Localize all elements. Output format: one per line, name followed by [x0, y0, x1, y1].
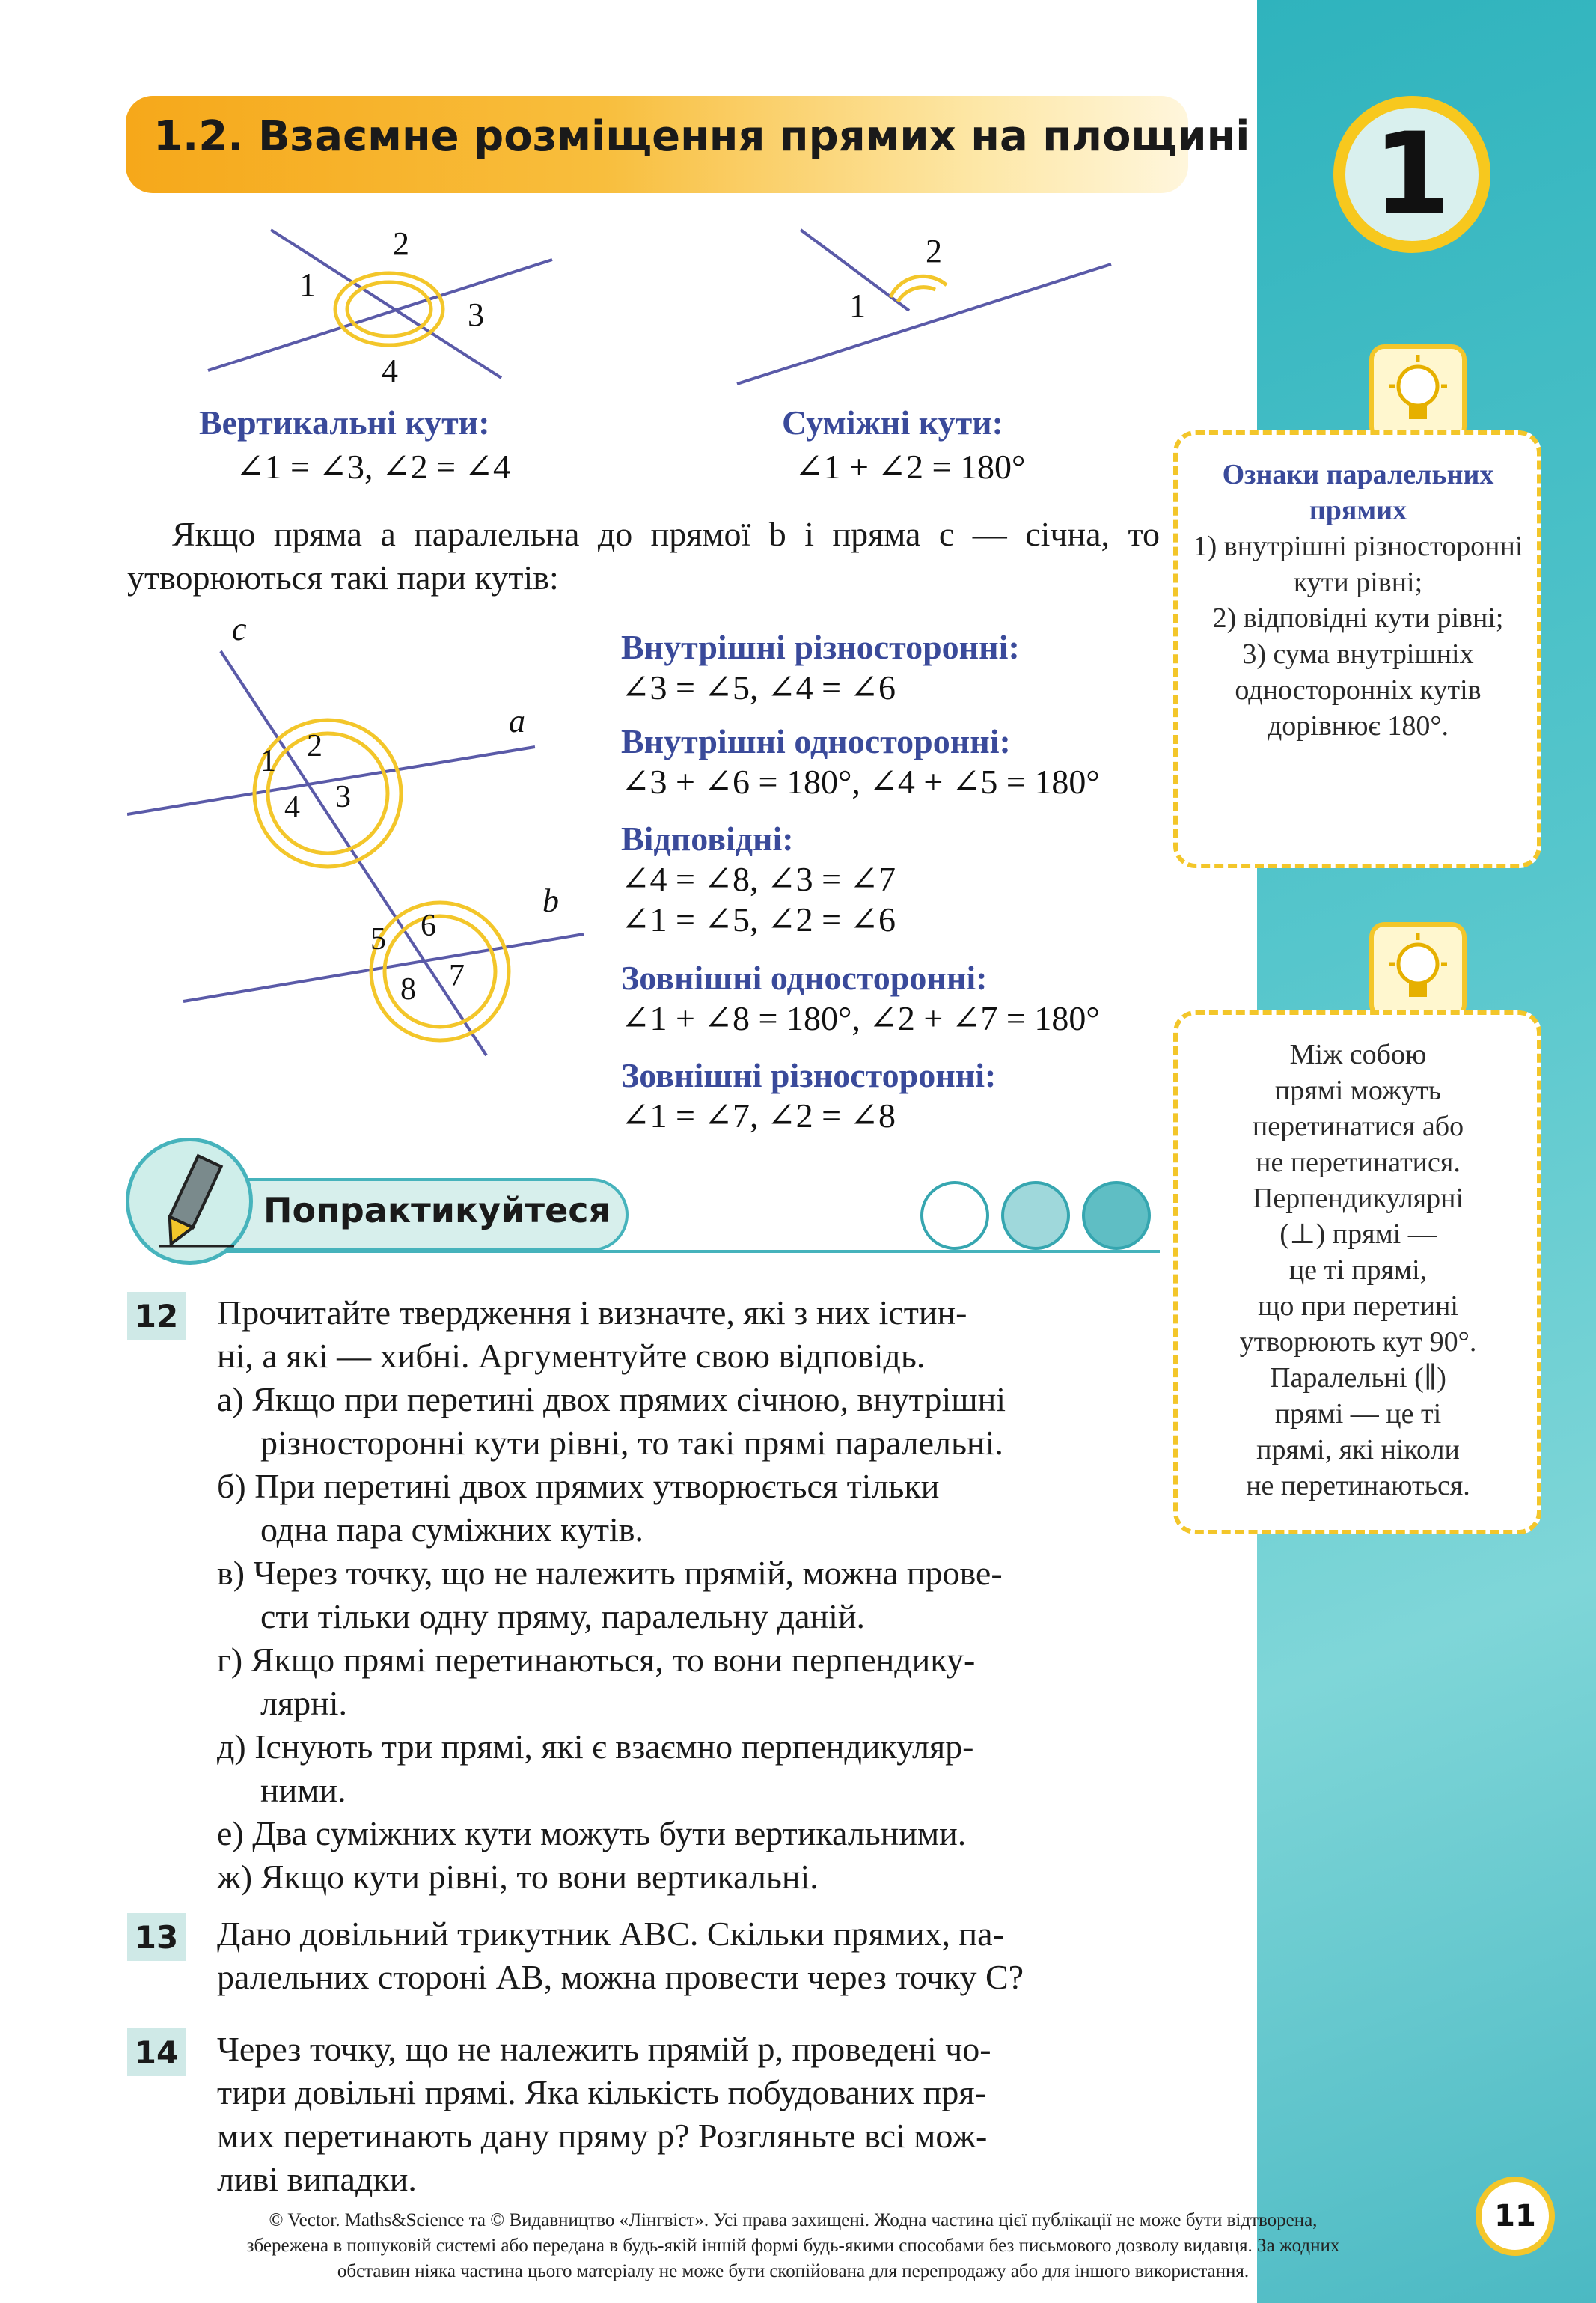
- tip-line: що при перетині: [1258, 1290, 1458, 1322]
- tip-line: це ті прямі,: [1288, 1254, 1428, 1286]
- footer-line: збережена в пошуковій системі або передана в будь-якій іншій формі будь-якими способами без письмового дозволу видавця. За жодних: [246, 2236, 1340, 2256]
- adjacent-angles-formula: ∠1 + ∠2 = 180°: [795, 448, 1026, 486]
- line-b-label: b: [542, 882, 559, 919]
- task-text: ралельних стороні AB, можна провести через точку C?: [217, 1958, 1024, 1996]
- angle-label-4: 4: [284, 790, 300, 825]
- tip-line: прямі, які ніколи: [1256, 1434, 1460, 1465]
- vertical-label-3: 3: [468, 296, 484, 333]
- task-13: [217, 1912, 1190, 1999]
- tip-line: Між собою: [1289, 1039, 1427, 1070]
- task-item: ними.: [260, 1771, 346, 1809]
- task-item: а) Якщо при перетині двох прямих січною, внутрішні: [217, 1380, 1006, 1418]
- angle-pair-formula: ∠1 + ∠8 = 180°, ∠2 + ∠7 = 180°: [621, 999, 1100, 1037]
- adjacent-label-1: 1: [849, 287, 866, 324]
- angle-label-1: 1: [260, 744, 276, 778]
- angle-pair-formula: ∠4 = ∠8, ∠3 = ∠7: [621, 860, 896, 898]
- task-item: в) Через точку, що не належить прямій, можна прове-: [217, 1554, 1003, 1592]
- page-number: 11: [1476, 2177, 1555, 2256]
- lightbulb-icon: [1369, 344, 1467, 442]
- tip-line: перетинатися або: [1252, 1111, 1464, 1142]
- task-text: тири довільні прямі. Яка кількість побудованих пря-: [217, 2073, 986, 2111]
- angle-pair-formula: ∠3 + ∠6 = 180°, ∠4 + ∠5 = 180°: [621, 763, 1100, 801]
- adjacent-angles-diagram: [730, 221, 1119, 393]
- difficulty-dot: [920, 1181, 989, 1250]
- vertical-angles-formula: ∠1 = ∠3, ∠2 = ∠4: [236, 448, 511, 486]
- tip-line: утворюють кут 90°.: [1239, 1326, 1477, 1358]
- section-title: 1.2. Взаємне розміщення прямих на площині: [153, 112, 1250, 161]
- tip-lines: [1186, 1037, 1530, 1504]
- angle-label-5: 5: [370, 922, 386, 957]
- line-c-label: c: [232, 621, 247, 647]
- task-number: 14: [127, 2028, 186, 2076]
- tip-line: прямі можуть: [1274, 1075, 1442, 1106]
- task-text: Через точку, що не належить прямій p, проведені чо-: [217, 2030, 991, 2068]
- angle-pair-title: Відповідні:: [621, 820, 794, 858]
- footer-line: обставин ніяка частина цього матеріалу не може бути скопійована для перепродажу або для іншого використання.: [337, 2261, 1250, 2281]
- lightbulb-icon: [1369, 922, 1467, 1019]
- difficulty-dot: [1001, 1181, 1070, 1250]
- angle-pair: [621, 819, 1175, 958]
- angle-pair-title: Внутрішні односторонні:: [621, 722, 1011, 760]
- angle-pair: [621, 958, 1175, 1055]
- angle-pair: [621, 627, 1175, 722]
- task-14: [217, 2028, 1190, 2201]
- task-item: лярні.: [260, 1684, 348, 1722]
- angle-pairs-list: [621, 627, 1175, 1150]
- task-item: е) Два суміжних кути можуть бути вертикальними.: [217, 1814, 967, 1852]
- tip-line: Перпендикулярні: [1252, 1183, 1464, 1214]
- vertical-label-1: 1: [299, 266, 316, 303]
- copyright-footer: [97, 2208, 1489, 2284]
- angle-pair: [621, 722, 1175, 819]
- vertical-label-4: 4: [382, 353, 398, 389]
- chapter-number: 1: [1372, 109, 1452, 240]
- tip-line: (⊥) прямі —: [1279, 1218, 1437, 1250]
- vertical-angles-diagram: [202, 221, 561, 393]
- angle-label-2: 2: [307, 729, 322, 763]
- vertical-angles-title: Вертикальні кути:: [199, 403, 490, 442]
- angle-pair-formula: ∠1 = ∠5, ∠2 = ∠6: [621, 900, 896, 939]
- task-number: 13: [127, 1913, 186, 1961]
- angle-label-6: 6: [421, 909, 436, 943]
- intro-paragraph: Якщо пряма a паралельна до прямої b і пряма c — січна, то утворюються такі пари кутів:: [127, 515, 1160, 597]
- task-text: ні, а які — хибні. Аргументуйте свою відповідь.: [217, 1337, 926, 1375]
- angle-pair-title: Внутрішні різносторонні:: [621, 628, 1020, 666]
- task-item: різносторонні кути рівні, то такі прямі паралельні.: [260, 1424, 1003, 1462]
- parallel-lines-diagram: [127, 621, 606, 1070]
- adjacent-label-2: 2: [926, 233, 942, 269]
- pencil-icon: [126, 1138, 253, 1265]
- task-item: одна пара суміжних кутів.: [260, 1510, 643, 1549]
- task-item: сти тільки одну пряму, паралельну даній.: [260, 1597, 866, 1635]
- tip-item: 2) відповідні кути рівні;: [1212, 603, 1504, 634]
- vertical-label-2: 2: [393, 225, 409, 262]
- angle-label-7: 7: [449, 959, 465, 993]
- angle-pair-title: Зовнішні різносторонні:: [621, 1056, 997, 1094]
- tip-title: Ознаки паралельних прямих: [1222, 459, 1494, 526]
- tip-parallel-signs: [1186, 457, 1530, 744]
- practice-title: Попрактикуйтеся: [263, 1190, 611, 1230]
- task-item: б) При перетині двох прямих утворюється тільки: [217, 1467, 940, 1505]
- task-item: ж) Якщо кути рівні, то вони вертикальні.: [217, 1858, 819, 1896]
- task-text: мих перетинають дану пряму p? Розгляньте всі мож-: [217, 2117, 988, 2155]
- task-text: ливі випадки.: [217, 2160, 417, 2198]
- task-number: 12: [127, 1292, 186, 1340]
- task-text: Дано довільний трикутник ABC. Скільки прямих, па-: [217, 1915, 1004, 1953]
- angle-pair-formula: ∠3 = ∠5, ∠4 = ∠6: [621, 668, 896, 707]
- difficulty-dot: [1082, 1181, 1151, 1250]
- tip-item: 1) внутрішні різносторонні кути рівні;: [1193, 531, 1523, 598]
- tip-item: 3) сума внутрішніх односторонніх кутів дорівнює 180°.: [1235, 638, 1482, 742]
- angle-pair-formula: ∠1 = ∠7, ∠2 = ∠8: [621, 1096, 896, 1135]
- line-a-label: a: [509, 703, 525, 739]
- angle-pair-title: Зовнішні односторонні:: [621, 959, 988, 997]
- angle-label-3: 3: [335, 780, 351, 814]
- angle-pair: [621, 1055, 1175, 1150]
- footer-line: © Vector. Maths&Science та © Видавництво «Лінгвіст». Усі права захищені. Жодна частина цієї публікації не може бути відтворена,: [269, 2210, 1318, 2230]
- tip-line: не перетинаються.: [1246, 1470, 1470, 1501]
- task-text: Прочитайте твердження і визначте, які з них істин-: [217, 1293, 967, 1332]
- tip-line: не перетинатися.: [1256, 1147, 1461, 1178]
- tip-line: прямі — це ті: [1274, 1398, 1442, 1430]
- tip-line: Паралельні (∥): [1270, 1362, 1446, 1394]
- task-12: [217, 1291, 1190, 1899]
- adjacent-angles-title: Суміжні кути:: [782, 403, 1003, 442]
- task-item: д) Існують три прямі, які є взаємно перпендикуляр-: [217, 1727, 974, 1766]
- angle-label-8: 8: [400, 972, 416, 1007]
- task-item: г) Якщо прямі перетинаються, то вони перпендику-: [217, 1641, 976, 1679]
